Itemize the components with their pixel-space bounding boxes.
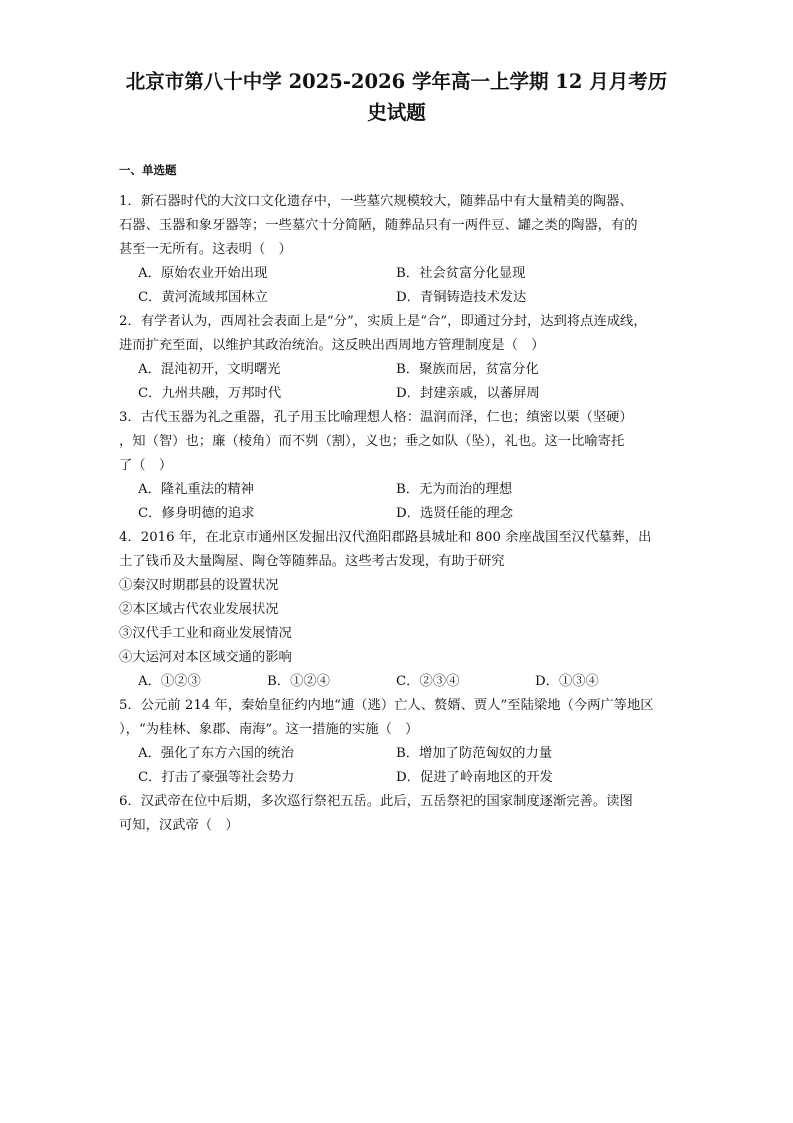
stem-line: 石器、玉器和象牙器等；一些墓穴十分简陋，随葬品只有一两件豆、罐之类的陶器，有的 (119, 218, 638, 233)
options-grid (119, 742, 679, 790)
page-title-line-1: 北京市第八十中学 2025-2026 学年高一上学期 12 月月考历 (125, 70, 668, 93)
stem-line: 了（ ） (119, 458, 173, 473)
question-1 (119, 190, 679, 310)
question-stem (119, 406, 679, 478)
option-c: C．黄河流域邦国林立 (138, 290, 268, 305)
question-stem (119, 310, 679, 358)
option-c: C．打击了豪强等社会势力 (138, 770, 295, 785)
option-b: B．社会贫富分化显现 (396, 266, 526, 281)
stem-line: 3．古代玉器为礼之重器，孔子用玉比喻理想人格：温润而泽，仁也；缜密以栗（坚硬） (119, 410, 633, 425)
option-d: D．封建亲戚，以蕃屏周 (396, 386, 540, 401)
option-b: B．①②④ (267, 674, 330, 689)
question-6 (119, 790, 679, 838)
question-2 (119, 310, 679, 406)
numbered-item: ①秦汉时期郡县的设置状况 (119, 578, 279, 593)
option-a: A．①②③ (138, 674, 201, 689)
options-grid (119, 262, 679, 310)
option-a: A．原始农业开始出现 (138, 266, 268, 281)
question-stem (119, 526, 679, 574)
option-d: D．促进了岭南地区的开发 (396, 770, 553, 785)
page-title (100, 66, 693, 128)
options-grid (119, 478, 679, 526)
option-b: B．无为而治的理想 (396, 482, 513, 497)
page-title-line-2: 史试题 (367, 101, 426, 124)
option-d: D．选贤任能的理念 (396, 506, 514, 521)
stem-line: 5．公元前 214 年，秦始皇征约内地“逋（逃）亡人、赘婿、贾人”至陆梁地（今两广等地区 (119, 698, 654, 713)
stem-line: 可知，汉武帝（ ） (119, 818, 239, 833)
option-c: C．九州共融，万邦时代 (138, 386, 282, 401)
options-grid (119, 358, 679, 406)
option-b: B．增加了防范匈奴的力量 (396, 746, 553, 761)
stem-line: ），“为桂林、象郡、南海”。这一措施的实施（ ） (119, 722, 419, 737)
option-a: A．强化了东方六国的统治 (138, 746, 294, 761)
stem-line: 6．汉武帝在位中后期，多次巡行祭祀五岳。此后，五岳祭祀的国家制度逐渐完善。读图 (119, 794, 633, 809)
question-4 (119, 526, 679, 694)
stem-line: 2．有学者认为，西周社会表面上是“分”，实质上是“合”，即通过分封，达到将点连成线， (119, 314, 647, 329)
stem-line: 甚至一无所有。这表明（ ） (119, 242, 292, 257)
stem-line: 土了钱币及大量陶屋、陶仓等随葬品。这些考古发现，有助于研究 (119, 554, 505, 569)
numbered-item: ③汉代手工业和商业发展情况 (119, 626, 292, 641)
question-5 (119, 694, 679, 790)
option-d: D．青铜铸造技术发达 (396, 290, 527, 305)
numbered-item: ④大运河对本区域交通的影响 (119, 650, 292, 665)
stem-line: 1．新石器时代的大汶口文化遗存中，一些墓穴规模较大，随葬品中有大量精美的陶器、 (119, 194, 633, 209)
question-stem (119, 694, 679, 742)
question-stem (119, 790, 679, 838)
options-row (119, 670, 679, 694)
stem-line: 4．2016 年，在北京市通州区发掘出汉代渔阳郡路县城址和 800 余座战国至汉代墓葬，出 (119, 530, 652, 545)
option-d: D．①③④ (535, 674, 599, 689)
stem-line: ，知（智）也；廉（棱角）而不刿（割），义也；垂之如队（坠），礼也。这一比喻寄托 (119, 434, 625, 449)
option-a: A．隆礼重法的精神 (138, 482, 254, 497)
stem-line: 进而扩充至面，以维护其政治统治。这反映出西周地方管理制度是（ ） (119, 338, 545, 353)
option-a: A．混沌初开，文明曙光 (138, 362, 281, 377)
option-c: C．②③④ (396, 674, 460, 689)
numbered-item: ②本区域古代农业发展状况 (119, 602, 279, 617)
option-b: B．聚族而居，贫富分化 (396, 362, 539, 377)
question-stem (119, 190, 679, 262)
question-list (119, 190, 679, 838)
question-3 (119, 406, 679, 526)
option-c: C．修身明德的追求 (138, 506, 255, 521)
section-heading: 一、单选题 (119, 163, 177, 177)
